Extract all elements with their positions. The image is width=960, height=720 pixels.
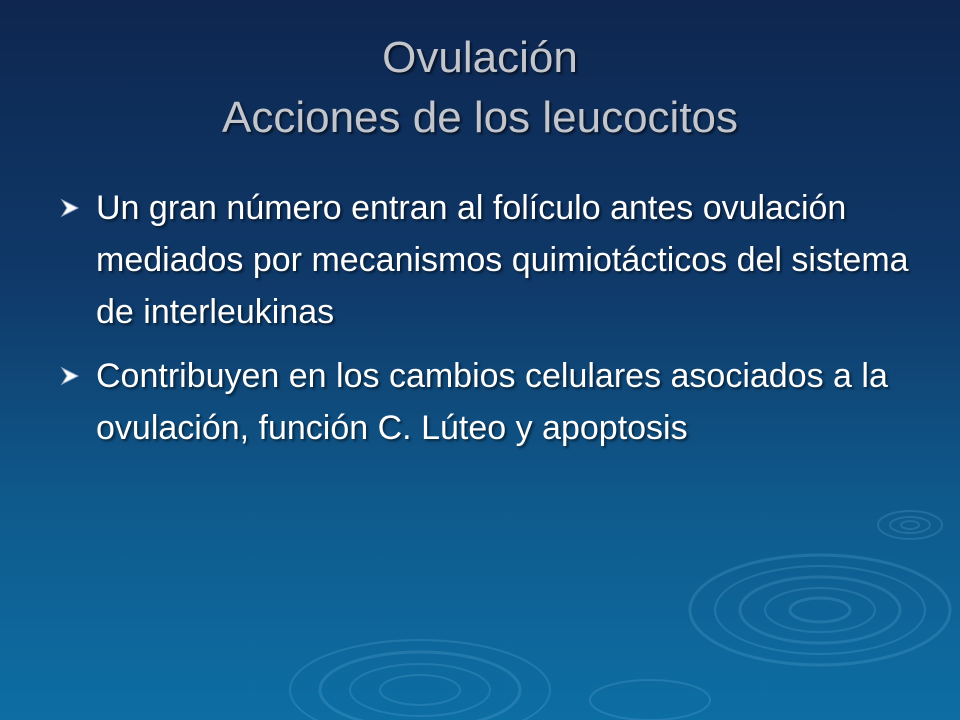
bullet-item bbox=[60, 350, 930, 454]
title-line-1: Ovulación bbox=[382, 33, 578, 82]
bullet-list bbox=[60, 182, 930, 466]
bullet-item bbox=[60, 182, 930, 338]
bullet-text: Un gran número entran al folículo antes ovulación mediados por mecanismos quimiotácticos del sistema de interleukinas bbox=[96, 189, 909, 331]
title-line-2: Acciones de los leucocitos bbox=[221, 93, 739, 142]
arrowhead-icon bbox=[60, 198, 80, 218]
arrowhead-icon bbox=[60, 366, 80, 386]
slide-title bbox=[60, 28, 900, 148]
bullet-text: Contribuyen en los cambios celulares asociados a la ovulación, función C. Lúteo y apoptosis bbox=[96, 357, 888, 447]
